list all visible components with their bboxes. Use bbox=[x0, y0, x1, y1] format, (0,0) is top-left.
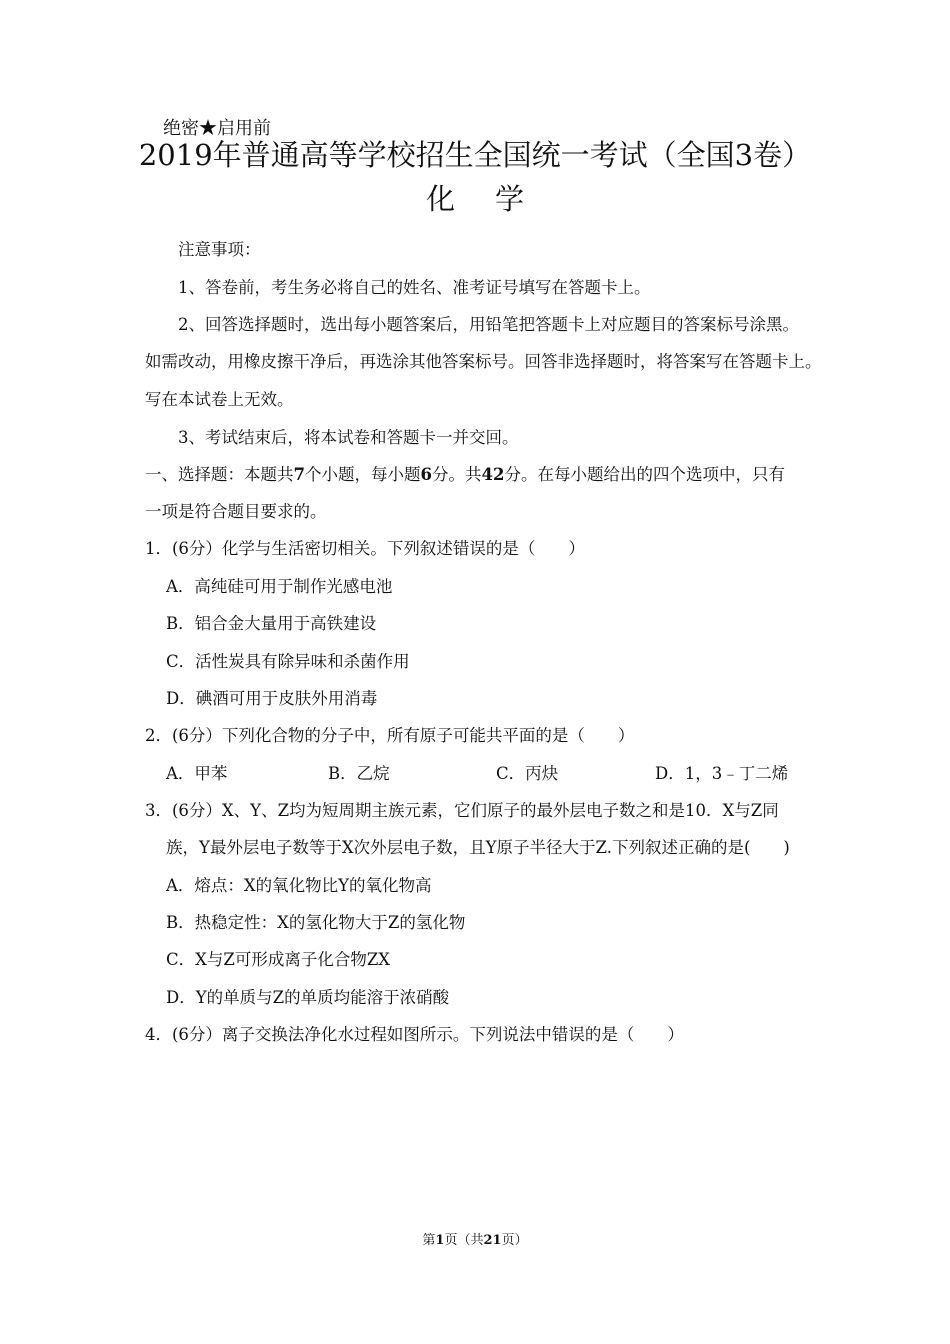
question-1-stem: 1．(6分）化学与生活密切相关。下列叙述错误的是（ ） bbox=[145, 539, 585, 558]
section-1-instructions-line-2: 一项是符合题目要求的。 bbox=[145, 502, 327, 521]
question-1-option-c: C．活性炭具有除异味和杀菌作用 bbox=[166, 652, 410, 671]
question-1-option-d: D．碘酒可用于皮肤外用消毒 bbox=[166, 689, 378, 708]
confidential-mark: 绝密★启用前 bbox=[163, 118, 271, 139]
question-2-stem: 2．(6分）下列化合物的分子中，所有原子可能共平面的是（ ） bbox=[145, 726, 635, 745]
question-3-option-c: C．X与Z可形成离子化合物ZX bbox=[166, 950, 391, 969]
question-4-stem: 4．(6分）离子交换法净化水过程如图所示。下列说法中错误的是（ ） bbox=[145, 1025, 684, 1044]
question-3-option-d: D．Y的单质与Z的单质均能溶于浓硝酸 bbox=[166, 988, 450, 1007]
section-1-instructions: 一、选择题：本题共7个小题，每小题6分。共42分。在每小题给出的四个选项中，只有 bbox=[145, 465, 785, 484]
notice-item-2-line-3: 写在本试卷上无效。 bbox=[145, 390, 294, 409]
question-1-option-a: A．高纯硅可用于制作光感电池 bbox=[166, 577, 393, 596]
question-2-option-b: B．乙烷 bbox=[328, 764, 390, 783]
exam-title: 2019年普通高等学校招生全国统一考试（全国3卷） bbox=[138, 138, 812, 172]
question-3-stem-line-1: 3．(6分）X、Y、Z均为短周期主族元素，它们原子的最外层电子数之和是10．X与Z同 bbox=[145, 801, 779, 820]
notice-item-1: 1、答卷前，考生务必将自己的姓名、准考证号填写在答题卡上。 bbox=[178, 278, 651, 297]
page-footer: 第1页（共21页） bbox=[422, 1233, 528, 1248]
question-1-option-b: B．铝合金大量用于高铁建设 bbox=[166, 614, 377, 633]
question-2-option-c: C．丙炔 bbox=[496, 764, 559, 783]
notice-item-3: 3、考试结束后，将本试卷和答题卡一并交回。 bbox=[178, 428, 519, 447]
question-3-stem-line-2: 族，Y最外层电子数等于X次外层电子数，且Y原子半径大于Z.下列叙述正确的是( ) bbox=[166, 838, 790, 857]
notice-heading: 注意事项： bbox=[178, 240, 261, 259]
notice-item-2-line-2: 如需改动，用橡皮擦干净后，再选涂其他答案标号。回答非选择题时，将答案写在答题卡上。 bbox=[145, 352, 822, 371]
question-2-option-d: D．1，3﹣丁二烯 bbox=[655, 764, 789, 783]
subject-title: 化学 bbox=[425, 182, 564, 216]
notice-item-2-line-1: 2、回答选择题时，选出每小题答案后，用铅笔把答题卡上对应题目的答案标号涂黑。 bbox=[178, 315, 799, 334]
question-2-option-a: A．甲苯 bbox=[166, 764, 228, 783]
question-3-option-a: A．熔点：X的氧化物比Y的氧化物高 bbox=[166, 876, 432, 895]
question-3-option-b: B．热稳定性：X的氢化物大于Z的氢化物 bbox=[166, 913, 466, 932]
